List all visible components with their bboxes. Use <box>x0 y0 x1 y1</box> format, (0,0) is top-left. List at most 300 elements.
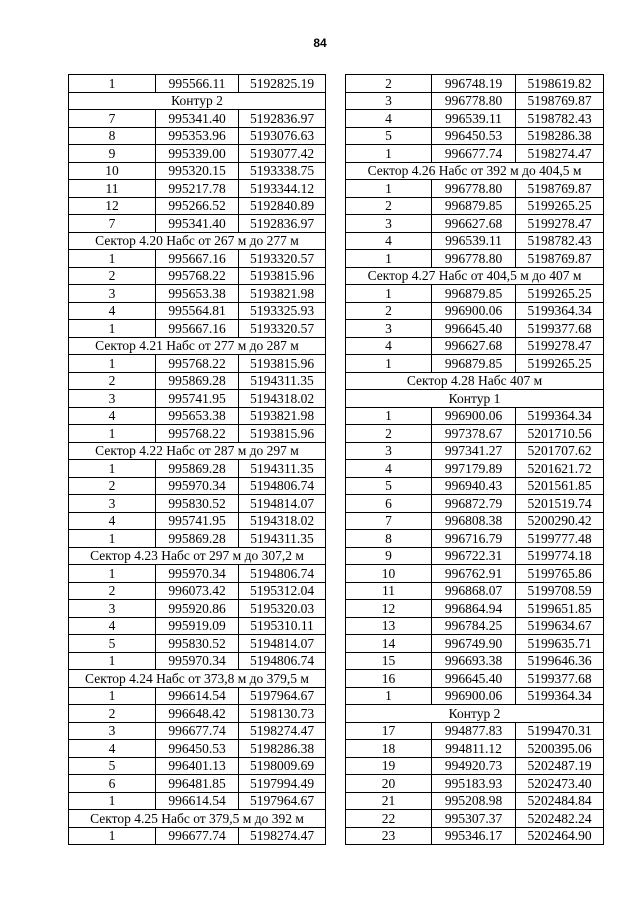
point-number-cell: 22 <box>346 810 432 828</box>
point-number-cell: 1 <box>346 407 432 425</box>
x-coordinate-cell: 995970.34 <box>156 477 239 495</box>
point-number-cell: 20 <box>346 775 432 793</box>
y-coordinate-cell: 5197994.49 <box>239 775 326 793</box>
table-row <box>346 547 604 565</box>
point-number-cell: 8 <box>69 127 156 145</box>
x-coordinate-cell: 995970.34 <box>156 652 239 670</box>
point-number-cell: 1 <box>69 792 156 810</box>
table-row <box>346 810 604 828</box>
x-coordinate-cell: 996450.53 <box>156 740 239 758</box>
table-row <box>69 285 326 303</box>
table-row <box>346 250 604 268</box>
y-coordinate-cell: 5199278.47 <box>516 337 604 355</box>
point-number-cell: 4 <box>69 407 156 425</box>
table-row <box>69 477 326 495</box>
point-number-cell: 13 <box>346 617 432 635</box>
y-coordinate-cell: 5199774.18 <box>516 547 604 565</box>
section-header: Контур 2 <box>69 92 326 110</box>
table-body-left <box>69 75 326 845</box>
x-coordinate-cell: 995341.40 <box>156 215 239 233</box>
page-number: 84 <box>313 36 327 50</box>
table-row <box>69 250 326 268</box>
x-coordinate-cell: 994811.12 <box>432 740 516 758</box>
point-number-cell: 3 <box>346 442 432 460</box>
section-header-row <box>346 390 604 408</box>
table-row <box>346 460 604 478</box>
point-number-cell: 1 <box>69 827 156 845</box>
y-coordinate-cell: 5199278.47 <box>516 215 604 233</box>
table-row <box>69 792 326 810</box>
y-coordinate-cell: 5199364.34 <box>516 407 604 425</box>
table-row <box>346 425 604 443</box>
table-row <box>69 757 326 775</box>
y-coordinate-cell: 5194814.07 <box>239 635 326 653</box>
section-header-row <box>69 232 326 250</box>
y-coordinate-cell: 5193077.42 <box>239 145 326 163</box>
y-coordinate-cell: 5199635.71 <box>516 635 604 653</box>
x-coordinate-cell: 995566.11 <box>156 75 239 93</box>
y-coordinate-cell: 5198782.43 <box>516 110 604 128</box>
y-coordinate-cell: 5199646.36 <box>516 652 604 670</box>
point-number-cell: 2 <box>69 582 156 600</box>
x-coordinate-cell: 997179.89 <box>432 460 516 478</box>
x-coordinate-cell: 994920.73 <box>432 757 516 775</box>
point-number-cell: 3 <box>346 320 432 338</box>
table-row <box>69 197 326 215</box>
table-row <box>346 530 604 548</box>
y-coordinate-cell: 5193320.57 <box>239 320 326 338</box>
x-coordinate-cell: 995667.16 <box>156 320 239 338</box>
y-coordinate-cell: 5202484.84 <box>516 792 604 810</box>
point-number-cell: 15 <box>346 652 432 670</box>
x-coordinate-cell: 995741.95 <box>156 512 239 530</box>
point-number-cell: 1 <box>346 145 432 163</box>
point-number-cell: 4 <box>69 512 156 530</box>
x-coordinate-cell: 996940.43 <box>432 477 516 495</box>
y-coordinate-cell: 5199651.85 <box>516 600 604 618</box>
section-header-row <box>346 705 604 723</box>
point-number-cell: 2 <box>346 197 432 215</box>
table-row <box>69 180 326 198</box>
y-coordinate-cell: 5193076.63 <box>239 127 326 145</box>
table-row <box>69 390 326 408</box>
point-number-cell: 7 <box>69 215 156 233</box>
table-row <box>346 827 604 845</box>
y-coordinate-cell: 5192836.97 <box>239 215 326 233</box>
y-coordinate-cell: 5201621.72 <box>516 460 604 478</box>
table-row <box>69 145 326 163</box>
table-row <box>69 127 326 145</box>
x-coordinate-cell: 996900.06 <box>432 687 516 705</box>
table-row <box>69 512 326 530</box>
y-coordinate-cell: 5199470.31 <box>516 722 604 740</box>
point-number-cell: 3 <box>69 722 156 740</box>
point-number-cell: 10 <box>346 565 432 583</box>
point-number-cell: 5 <box>69 757 156 775</box>
point-number-cell: 1 <box>346 285 432 303</box>
point-number-cell: 21 <box>346 792 432 810</box>
table-row <box>346 302 604 320</box>
point-number-cell: 4 <box>346 110 432 128</box>
point-number-cell: 2 <box>69 705 156 723</box>
x-coordinate-cell: 996645.40 <box>432 670 516 688</box>
y-coordinate-cell: 5198286.38 <box>516 127 604 145</box>
point-number-cell: 3 <box>346 215 432 233</box>
table-row <box>346 635 604 653</box>
table-row <box>346 722 604 740</box>
y-coordinate-cell: 5194814.07 <box>239 495 326 513</box>
section-header-row <box>69 670 326 688</box>
x-coordinate-cell: 996677.74 <box>156 722 239 740</box>
table-row <box>346 442 604 460</box>
x-coordinate-cell: 995266.52 <box>156 197 239 215</box>
table-row <box>69 495 326 513</box>
table-row <box>346 495 604 513</box>
x-coordinate-cell: 996401.13 <box>156 757 239 775</box>
table-row <box>346 110 604 128</box>
x-coordinate-cell: 996879.85 <box>432 197 516 215</box>
x-coordinate-cell: 996677.74 <box>432 145 516 163</box>
x-coordinate-cell: 995346.17 <box>432 827 516 845</box>
point-number-cell: 5 <box>346 477 432 495</box>
x-coordinate-cell: 995307.37 <box>432 810 516 828</box>
x-coordinate-cell: 995768.22 <box>156 267 239 285</box>
point-number-cell: 7 <box>69 110 156 128</box>
point-number-cell: 9 <box>346 547 432 565</box>
table-row <box>346 477 604 495</box>
x-coordinate-cell: 995919.09 <box>156 617 239 635</box>
section-header-row <box>69 337 326 355</box>
section-header: Сектор 4.22 Набс от 287 м до 297 м <box>69 442 326 460</box>
x-coordinate-cell: 996539.11 <box>432 110 516 128</box>
x-coordinate-cell: 995869.28 <box>156 530 239 548</box>
section-header: Сектор 4.26 Набс от 392 м до 404,5 м <box>346 162 604 180</box>
y-coordinate-cell: 5194318.02 <box>239 390 326 408</box>
table-row <box>346 75 604 93</box>
table-row <box>346 687 604 705</box>
y-coordinate-cell: 5198769.87 <box>516 250 604 268</box>
table-row <box>346 582 604 600</box>
y-coordinate-cell: 5198130.73 <box>239 705 326 723</box>
table-row <box>69 215 326 233</box>
section-header: Сектор 4.27 Набс от 404,5 м до 407 м <box>346 267 604 285</box>
x-coordinate-cell: 995341.40 <box>156 110 239 128</box>
x-coordinate-cell: 994877.83 <box>432 722 516 740</box>
point-number-cell: 1 <box>69 75 156 93</box>
y-coordinate-cell: 5202482.24 <box>516 810 604 828</box>
y-coordinate-cell: 5193821.98 <box>239 407 326 425</box>
y-coordinate-cell: 5194806.74 <box>239 652 326 670</box>
point-number-cell: 1 <box>69 250 156 268</box>
section-header-row <box>346 372 604 390</box>
point-number-cell: 9 <box>69 145 156 163</box>
x-coordinate-cell: 996778.80 <box>432 92 516 110</box>
x-coordinate-cell: 995653.38 <box>156 285 239 303</box>
table-row <box>346 285 604 303</box>
y-coordinate-cell: 5202464.90 <box>516 827 604 845</box>
table-row <box>69 652 326 670</box>
x-coordinate-cell: 996481.85 <box>156 775 239 793</box>
section-header-row <box>69 442 326 460</box>
x-coordinate-cell: 996900.06 <box>432 302 516 320</box>
point-number-cell: 3 <box>69 600 156 618</box>
point-number-cell: 23 <box>346 827 432 845</box>
y-coordinate-cell: 5195310.11 <box>239 617 326 635</box>
point-number-cell: 1 <box>69 425 156 443</box>
y-coordinate-cell: 5198009.69 <box>239 757 326 775</box>
point-number-cell: 16 <box>346 670 432 688</box>
x-coordinate-cell: 996722.31 <box>432 547 516 565</box>
point-number-cell: 6 <box>69 775 156 793</box>
point-number-cell: 19 <box>346 757 432 775</box>
table-row <box>69 372 326 390</box>
table-row <box>69 425 326 443</box>
y-coordinate-cell: 5198769.87 <box>516 92 604 110</box>
table-row <box>346 757 604 775</box>
point-number-cell: 3 <box>69 285 156 303</box>
y-coordinate-cell: 5194311.35 <box>239 530 326 548</box>
section-header: Контур 1 <box>346 390 604 408</box>
point-number-cell: 1 <box>69 355 156 373</box>
y-coordinate-cell: 5199377.68 <box>516 670 604 688</box>
y-coordinate-cell: 5194806.74 <box>239 565 326 583</box>
table-row <box>69 302 326 320</box>
y-coordinate-cell: 5198274.47 <box>239 722 326 740</box>
table-row <box>69 827 326 845</box>
y-coordinate-cell: 5201519.74 <box>516 495 604 513</box>
point-number-cell: 14 <box>346 635 432 653</box>
point-number-cell: 6 <box>346 495 432 513</box>
y-coordinate-cell: 5194311.35 <box>239 372 326 390</box>
y-coordinate-cell: 5199708.59 <box>516 582 604 600</box>
table-row <box>69 617 326 635</box>
point-number-cell: 18 <box>346 740 432 758</box>
x-coordinate-cell: 995970.34 <box>156 565 239 583</box>
y-coordinate-cell: 5199265.25 <box>516 197 604 215</box>
y-coordinate-cell: 5198782.43 <box>516 232 604 250</box>
x-coordinate-cell: 996808.38 <box>432 512 516 530</box>
x-coordinate-cell: 995830.52 <box>156 495 239 513</box>
section-header-row <box>69 547 326 565</box>
table-row <box>346 215 604 233</box>
table-row <box>346 670 604 688</box>
y-coordinate-cell: 5197964.67 <box>239 687 326 705</box>
section-header: Сектор 4.28 Набс 407 м <box>346 372 604 390</box>
table-row <box>69 600 326 618</box>
table-row <box>346 740 604 758</box>
section-header: Сектор 4.23 Набс от 297 м до 307,2 м <box>69 547 326 565</box>
x-coordinate-cell: 996879.85 <box>432 355 516 373</box>
table-row <box>346 355 604 373</box>
x-coordinate-cell: 995208.98 <box>432 792 516 810</box>
y-coordinate-cell: 5201561.85 <box>516 477 604 495</box>
y-coordinate-cell: 5192840.89 <box>239 197 326 215</box>
y-coordinate-cell: 5198274.47 <box>239 827 326 845</box>
point-number-cell: 17 <box>346 722 432 740</box>
y-coordinate-cell: 5199364.34 <box>516 687 604 705</box>
y-coordinate-cell: 5198274.47 <box>516 145 604 163</box>
x-coordinate-cell: 996539.11 <box>432 232 516 250</box>
y-coordinate-cell: 5192836.97 <box>239 110 326 128</box>
x-coordinate-cell: 997378.67 <box>432 425 516 443</box>
x-coordinate-cell: 996749.90 <box>432 635 516 653</box>
point-number-cell: 11 <box>69 180 156 198</box>
y-coordinate-cell: 5194318.02 <box>239 512 326 530</box>
table-row <box>69 635 326 653</box>
x-coordinate-cell: 996677.74 <box>156 827 239 845</box>
point-number-cell: 1 <box>69 565 156 583</box>
point-number-cell: 10 <box>69 162 156 180</box>
point-number-cell: 12 <box>69 197 156 215</box>
y-coordinate-cell: 5198286.38 <box>239 740 326 758</box>
table-row <box>69 530 326 548</box>
section-header-row <box>69 810 326 828</box>
table-row <box>69 75 326 93</box>
table-row <box>346 512 604 530</box>
point-number-cell: 5 <box>346 127 432 145</box>
point-number-cell: 1 <box>346 687 432 705</box>
table-row <box>346 652 604 670</box>
section-header-row <box>346 267 604 285</box>
table-row <box>346 565 604 583</box>
y-coordinate-cell: 5199634.67 <box>516 617 604 635</box>
x-coordinate-cell: 996627.68 <box>432 215 516 233</box>
y-coordinate-cell: 5195320.03 <box>239 600 326 618</box>
y-coordinate-cell: 5193821.98 <box>239 285 326 303</box>
x-coordinate-cell: 995339.00 <box>156 145 239 163</box>
point-number-cell: 11 <box>346 582 432 600</box>
y-coordinate-cell: 5193815.96 <box>239 267 326 285</box>
table-row <box>69 355 326 373</box>
y-coordinate-cell: 5193325.93 <box>239 302 326 320</box>
x-coordinate-cell: 995830.52 <box>156 635 239 653</box>
table-row <box>69 460 326 478</box>
y-coordinate-cell: 5195312.04 <box>239 582 326 600</box>
section-header-row <box>346 162 604 180</box>
point-number-cell: 1 <box>69 460 156 478</box>
table-row <box>69 775 326 793</box>
table-row <box>69 407 326 425</box>
x-coordinate-cell: 995653.38 <box>156 407 239 425</box>
x-coordinate-cell: 996879.85 <box>432 285 516 303</box>
x-coordinate-cell: 996614.54 <box>156 792 239 810</box>
y-coordinate-cell: 5193338.75 <box>239 162 326 180</box>
x-coordinate-cell: 996648.42 <box>156 705 239 723</box>
point-number-cell: 1 <box>346 180 432 198</box>
table-row <box>346 320 604 338</box>
point-number-cell: 4 <box>69 617 156 635</box>
y-coordinate-cell: 5197964.67 <box>239 792 326 810</box>
table-row <box>346 145 604 163</box>
point-number-cell: 4 <box>346 460 432 478</box>
point-number-cell: 12 <box>346 600 432 618</box>
table-row <box>69 162 326 180</box>
y-coordinate-cell: 5199265.25 <box>516 285 604 303</box>
x-coordinate-cell: 996627.68 <box>432 337 516 355</box>
table-row <box>69 565 326 583</box>
point-number-cell: 7 <box>346 512 432 530</box>
x-coordinate-cell: 996073.42 <box>156 582 239 600</box>
y-coordinate-cell: 5201707.62 <box>516 442 604 460</box>
x-coordinate-cell: 996450.53 <box>432 127 516 145</box>
x-coordinate-cell: 996778.80 <box>432 180 516 198</box>
table-row <box>69 705 326 723</box>
table-row <box>346 775 604 793</box>
x-coordinate-cell: 995768.22 <box>156 425 239 443</box>
point-number-cell: 3 <box>69 390 156 408</box>
point-number-cell: 4 <box>346 232 432 250</box>
table-body-right <box>346 75 604 845</box>
point-number-cell: 1 <box>346 250 432 268</box>
y-coordinate-cell: 5199364.34 <box>516 302 604 320</box>
y-coordinate-cell: 5202473.40 <box>516 775 604 793</box>
y-coordinate-cell: 5199265.25 <box>516 355 604 373</box>
y-coordinate-cell: 5194311.35 <box>239 460 326 478</box>
x-coordinate-cell: 995183.93 <box>432 775 516 793</box>
table-row <box>346 600 604 618</box>
y-coordinate-cell: 5193815.96 <box>239 425 326 443</box>
y-coordinate-cell: 5200290.42 <box>516 512 604 530</box>
table-row <box>69 110 326 128</box>
point-number-cell: 2 <box>69 477 156 495</box>
x-coordinate-cell: 996778.80 <box>432 250 516 268</box>
table-row <box>346 180 604 198</box>
point-number-cell: 4 <box>69 740 156 758</box>
point-number-cell: 2 <box>346 425 432 443</box>
y-coordinate-cell: 5198769.87 <box>516 180 604 198</box>
x-coordinate-cell: 996748.19 <box>432 75 516 93</box>
table-row <box>69 740 326 758</box>
x-coordinate-cell: 997341.27 <box>432 442 516 460</box>
table-row <box>69 267 326 285</box>
x-coordinate-cell: 995564.81 <box>156 302 239 320</box>
x-coordinate-cell: 995869.28 <box>156 372 239 390</box>
section-header: Контур 2 <box>346 705 604 723</box>
table-row <box>346 197 604 215</box>
point-number-cell: 1 <box>346 355 432 373</box>
x-coordinate-cell: 996900.06 <box>432 407 516 425</box>
point-number-cell: 8 <box>346 530 432 548</box>
point-number-cell: 2 <box>69 267 156 285</box>
table-row <box>69 722 326 740</box>
x-coordinate-cell: 995869.28 <box>156 460 239 478</box>
x-coordinate-cell: 996864.94 <box>432 600 516 618</box>
x-coordinate-cell: 996614.54 <box>156 687 239 705</box>
x-coordinate-cell: 996645.40 <box>432 320 516 338</box>
table-row <box>346 232 604 250</box>
coordinates-table-left <box>68 74 326 845</box>
y-coordinate-cell: 5199777.48 <box>516 530 604 548</box>
y-coordinate-cell: 5193815.96 <box>239 355 326 373</box>
x-coordinate-cell: 996762.91 <box>432 565 516 583</box>
table-row <box>346 127 604 145</box>
point-number-cell: 1 <box>69 530 156 548</box>
table-row <box>69 320 326 338</box>
section-header: Сектор 4.21 Набс от 277 м до 287 м <box>69 337 326 355</box>
x-coordinate-cell: 996868.07 <box>432 582 516 600</box>
x-coordinate-cell: 996716.79 <box>432 530 516 548</box>
x-coordinate-cell: 995217.78 <box>156 180 239 198</box>
y-coordinate-cell: 5192825.19 <box>239 75 326 93</box>
x-coordinate-cell: 995667.16 <box>156 250 239 268</box>
y-coordinate-cell: 5200395.06 <box>516 740 604 758</box>
section-header: Сектор 4.25 Набс от 379,5 м до 392 м <box>69 810 326 828</box>
x-coordinate-cell: 995920.86 <box>156 600 239 618</box>
point-number-cell: 1 <box>69 652 156 670</box>
point-number-cell: 2 <box>69 372 156 390</box>
x-coordinate-cell: 996872.79 <box>432 495 516 513</box>
point-number-cell: 2 <box>346 302 432 320</box>
